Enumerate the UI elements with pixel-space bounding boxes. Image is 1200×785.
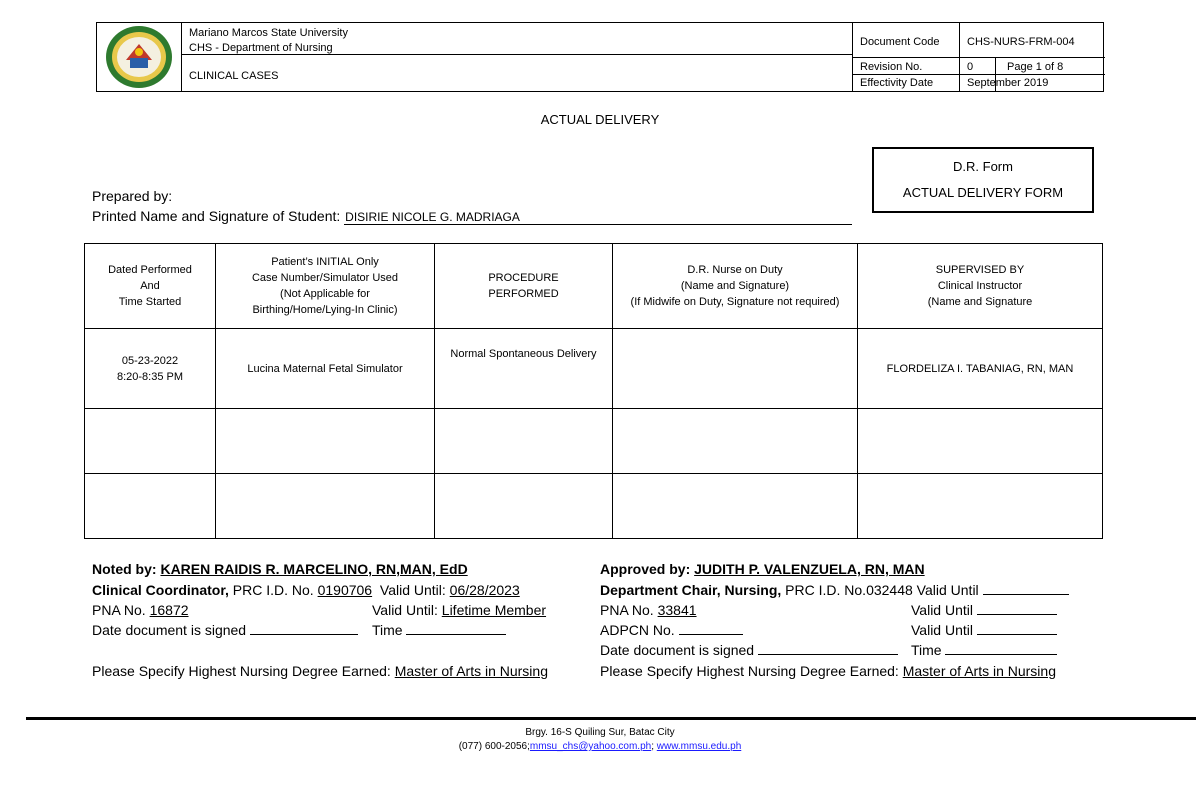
adpcn-blank (679, 620, 743, 635)
noted-degree: Please Specify Highest Nursing Degree Earned: Master of Arts in Nursing (92, 663, 548, 679)
form-title: CLINICAL CASES (189, 70, 279, 82)
valid-until-blank (977, 620, 1057, 635)
empty-cell (435, 474, 613, 539)
revision-value: 0 (967, 61, 974, 73)
dr-form-box (872, 147, 1094, 213)
approved-degree: Please Specify Highest Nursing Degree Earned: Master of Arts in Nursing (600, 663, 1056, 679)
prepared-by-label: Prepared by: (92, 188, 173, 204)
approved-pna-valid: Valid Until (911, 600, 1057, 620)
approved-by-name: JUDITH P. VALENZUELA, RN, MAN (694, 561, 925, 577)
document-header-box (96, 22, 1104, 92)
header-case: Patient’s INITIAL Only Case Number/Simulator Used (Not Applicable for Birthing/Home/Lying-In Clinic) (216, 244, 435, 329)
department-name: CHS - Department of Nursing (189, 42, 333, 54)
header-date: Dated Performed And Time Started (85, 244, 216, 329)
cell-nurse (613, 329, 858, 409)
footer-contacts: (077) 600-2056;mmsu_chs@yahoo.com.ph; www.mmsu.edu.ph (458, 741, 742, 752)
time-blank (945, 640, 1057, 655)
noted-date-signed: Date document is signed (92, 620, 358, 640)
footer-phone: (077) 600-2056; (458, 741, 530, 752)
empty-cell (858, 474, 1103, 539)
footer-address: Brgy. 16-S Quiling Sur, Batac City (525, 727, 675, 738)
valid-until-blank (983, 580, 1069, 595)
page-title: ACTUAL DELIVERY (540, 112, 660, 127)
footer-website-link[interactable]: www.mmsu.edu.ph (656, 741, 742, 752)
empty-cell (613, 474, 858, 539)
effectivity-value: September 2019 (967, 77, 1049, 89)
delivery-record-table (84, 243, 1103, 539)
header-supervisor: SUPERVISED BY Clinical Instructor (Name and Signature (858, 244, 1103, 329)
date-signed-blank (758, 640, 898, 655)
approved-by-line: Approved by: JUDITH P. VALENZUELA, RN, MAN (600, 561, 925, 577)
table-row (85, 474, 1103, 539)
approved-adpcn-valid: Valid Until (911, 620, 1057, 640)
page-number: Page 1 of 8 (1007, 61, 1064, 73)
document-code-label: Document Code (860, 36, 940, 48)
dr-form-name: ACTUAL DELIVERY FORM (902, 185, 1064, 200)
approved-date-signed: Date document is signed (600, 640, 898, 660)
cell-case: Lucina Maternal Fetal Simulator (216, 329, 435, 409)
empty-cell (85, 409, 216, 474)
time-blank (406, 620, 506, 635)
document-code-value: CHS-NURS-FRM-004 (967, 36, 1075, 48)
empty-cell (85, 474, 216, 539)
table-header-row (85, 244, 1103, 329)
student-name: DISIRIE NICOLE G. MADRIAGA (344, 210, 852, 225)
noted-pna-valid: Valid Until: Lifetime Member (372, 602, 547, 618)
cell-procedure: Normal Spontaneous Delivery (435, 329, 613, 409)
empty-cell (858, 409, 1103, 474)
approved-time: Time (911, 640, 1057, 660)
empty-cell (613, 409, 858, 474)
student-name-label: Printed Name and Signature of Student: (92, 208, 341, 224)
approved-prc-line: Department Chair, Nursing, PRC I.D. No.032448 Valid Until (600, 580, 1069, 600)
effectivity-label: Effectivity Date (860, 77, 934, 89)
approved-adpcn-line: ADPCN No. (600, 620, 743, 640)
dr-form-label: D.R. Form (953, 159, 1013, 174)
student-name-line (92, 208, 852, 225)
empty-cell (435, 409, 613, 474)
noted-by-name: KAREN RAIDIS R. MARCELINO, RN,MAN, EdD (160, 561, 468, 577)
table-row (85, 329, 1103, 409)
valid-until-blank (977, 600, 1057, 615)
revision-label: Revision No. (860, 61, 923, 73)
empty-cell (216, 474, 435, 539)
noted-time: Time (372, 620, 506, 640)
cell-date: 05-23-2022 8:20-8:35 PM (85, 329, 216, 409)
empty-cell (216, 409, 435, 474)
approved-pna-line: PNA No. 33841 (600, 602, 697, 618)
footer-email-link[interactable]: mmsu_chs@yahoo.com.ph (529, 741, 652, 752)
cell-supervisor: FLORDELIZA I. TABANIAG, RN, MAN (858, 329, 1103, 409)
header-procedure: PROCEDURE PERFORMED (435, 244, 613, 329)
footer-divider (26, 717, 1196, 720)
noted-prc-line: Clinical Coordinator, PRC I.D. No. 0190706 Valid Until: 06/28/2023 (92, 582, 520, 598)
noted-pna-line: PNA No. 16872 (92, 602, 189, 618)
header-nurse: D.R. Nurse on Duty (Name and Signature) (If Midwife on Duty, Signature not required) (613, 244, 858, 329)
date-signed-blank (250, 620, 358, 635)
table-row (85, 409, 1103, 474)
university-name: Mariano Marcos State University (189, 27, 348, 39)
noted-by-line: Noted by: KAREN RAIDIS R. MARCELINO, RN,MAN, EdD (92, 561, 468, 577)
